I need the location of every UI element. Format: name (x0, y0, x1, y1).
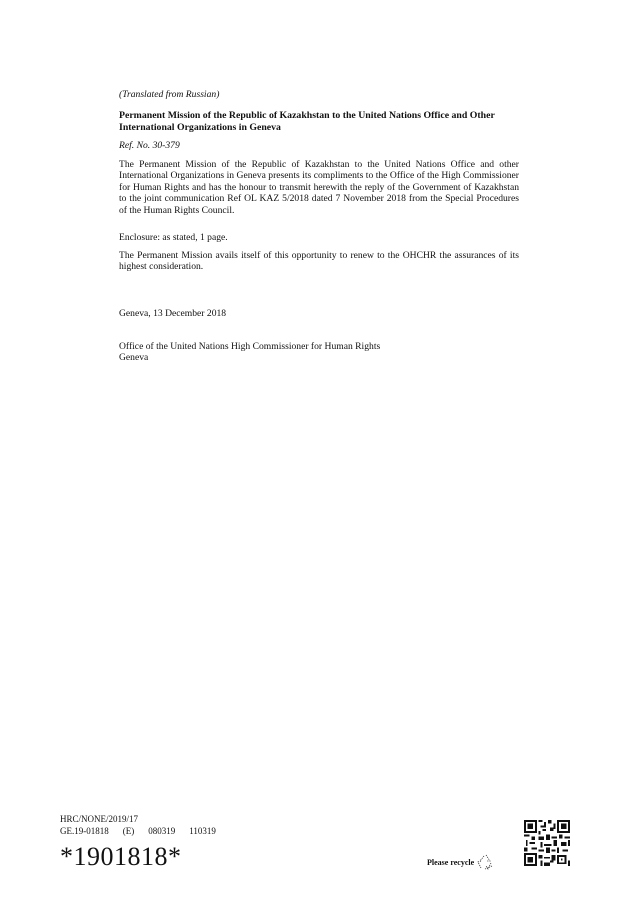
date-issued: 080319 (148, 825, 176, 836)
enclosure-line: Enclosure: as stated, 1 page. (119, 232, 228, 243)
closing-paragraph: The Permanent Mission avails itself of this opportunity to renew to the OHCHR the assurances of its highest consideration. (119, 250, 519, 273)
footer-document-info (60, 814, 230, 837)
address-line-2: Geneva (119, 352, 149, 364)
translation-note: (Translated from Russian) (119, 89, 220, 100)
body-paragraph: The Permanent Mission of the Republic of Kazakhstan to the United Nations Office and other International Organizations in Geneva presents its compliments to the Office of the High Commissioner for Human Rights and has the honour to transmit herewith the reply of the Government of Kazakhstan to the joint communication Ref OL KAZ 5/2018 dated 7 November 2018 from the Special Procedures of the Human Rights Council. (119, 159, 519, 216)
barcode-text: *1901818* (60, 842, 182, 871)
please-recycle (427, 853, 496, 871)
date-line: Geneva, 13 December 2018 (119, 308, 227, 319)
job-number: GE.19-01818 (60, 825, 109, 836)
address-line-1: Office of the United Nations High Commissioner for Human Rights (119, 341, 381, 352)
recipient-address (119, 341, 519, 364)
recycle-label: Please recycle (427, 857, 475, 867)
date-processed: 110319 (189, 825, 216, 836)
job-number-line (60, 826, 230, 838)
qr-code-icon (524, 820, 570, 866)
recycle-icon (476, 853, 496, 871)
sender-title: Permanent Mission of the Republic of Kazakhstan to the United Nations Office and Other International Organizations in Geneva (119, 110, 495, 133)
language-code: (E) (122, 825, 135, 836)
reference-number: Ref. No. 30-379 (119, 140, 180, 151)
document-symbol: HRC/NONE/2019/17 (60, 814, 139, 824)
